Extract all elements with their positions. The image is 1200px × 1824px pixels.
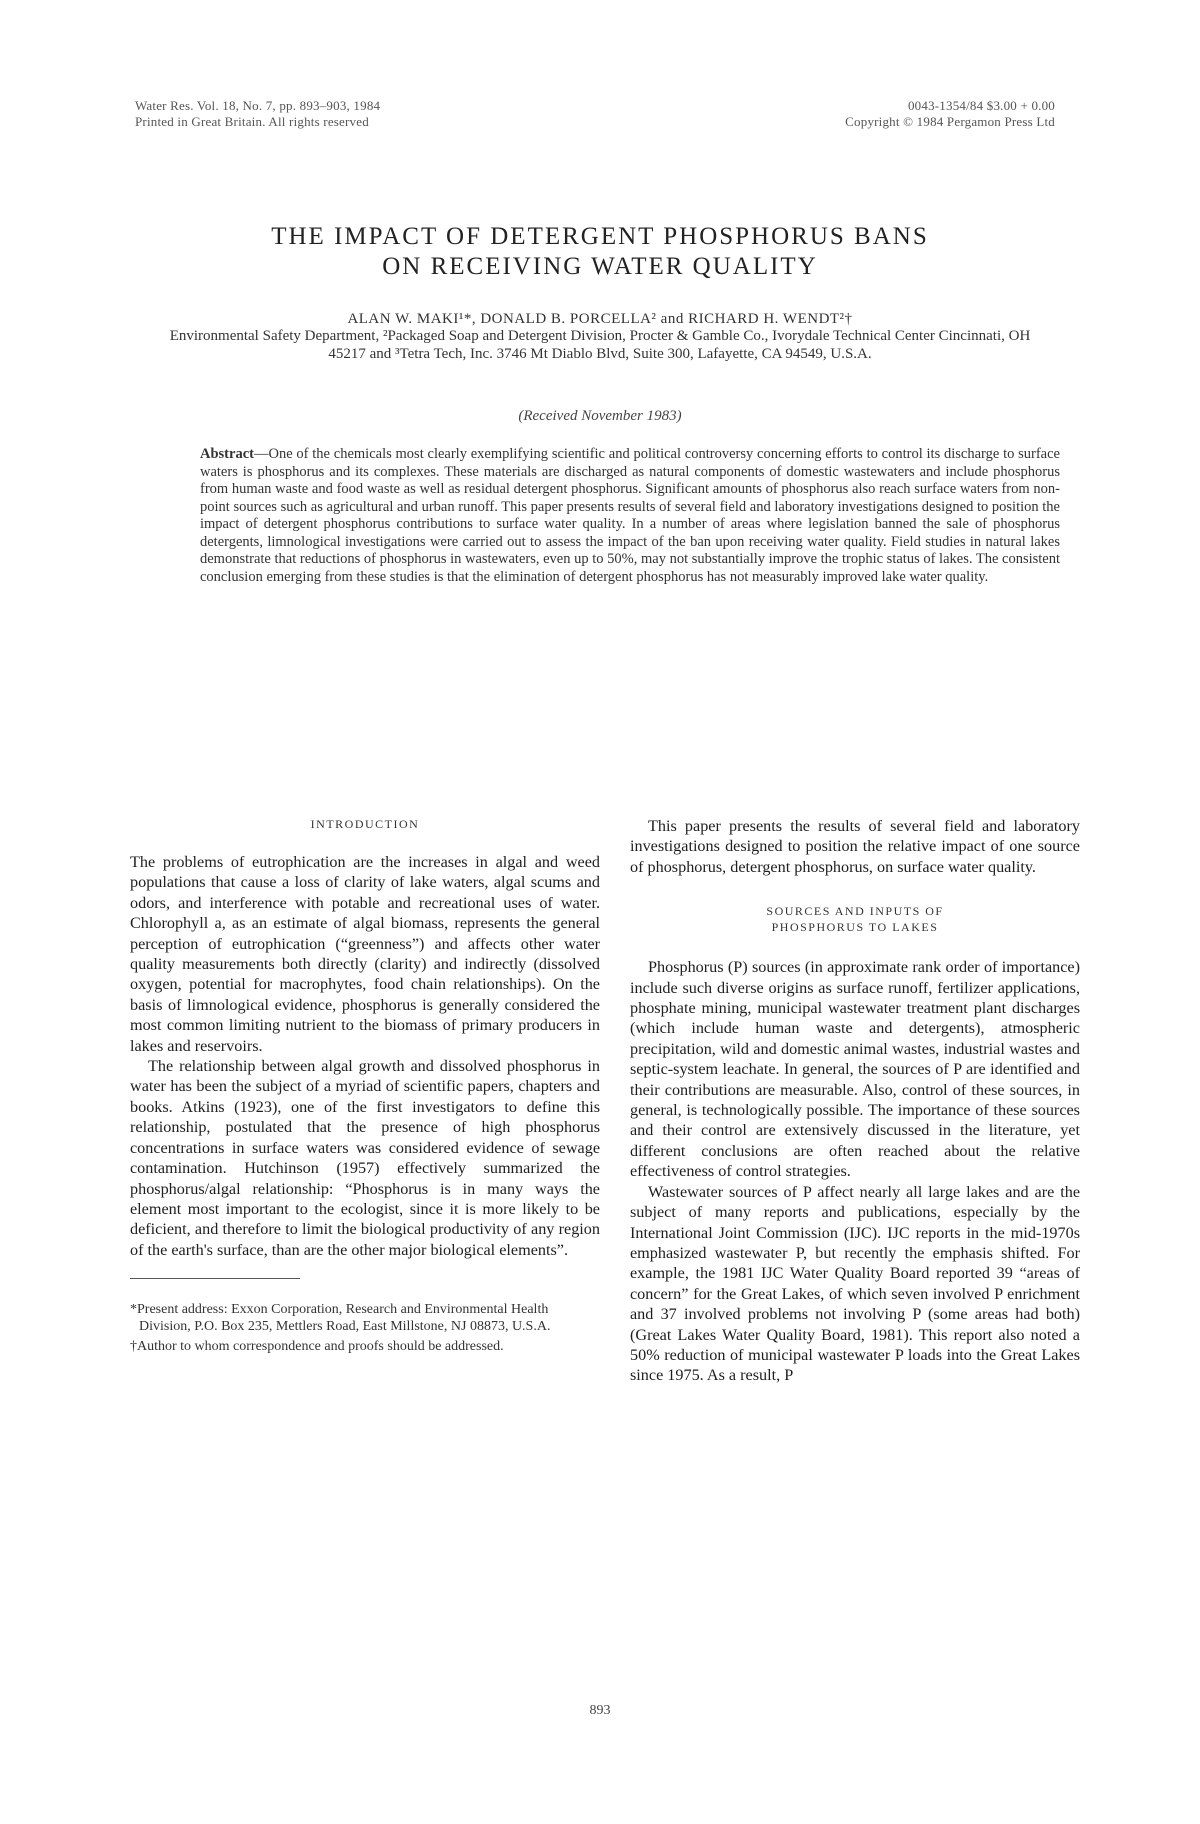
citation-line-2: Printed in Great Britain. All rights reserved (135, 114, 369, 129)
section-heading-line-1: SOURCES AND INPUTS OF (766, 904, 944, 919)
intro-paragraph-1: The problems of eutrophication are the increases in algal and weed populations that cause a loss of clarity of lake waters, algal scums and odors, and interference with potable and recreational uses of water. Chlorophyll a, as an estimate of algal biomass, represents the general perception of eutrophication (“greenness”) and affects other water quality measurements both directly (clarity) and indirectly (dissolved oxygen, potential for macrophytes, food chain relationships). On the basis of limnological evidence, phosphorus is generally considered the most common limiting nutrient to the biomass of primary producers in lakes and reservoirs. (130, 853, 600, 1055)
copyright-line: Copyright © 1984 Pergamon Press Ltd (845, 114, 1055, 129)
received-date: (Received November 1983) (518, 408, 682, 424)
right-column (630, 816, 1080, 1386)
section-heading-line-2: PHOSPHORUS TO LAKES (771, 920, 939, 935)
sources-paragraph-1: Phosphorus (P) sources (in approximate rank order of importance) include such diverse origins as surface runoff, fertilizer applications, phosphate mining, municipal wastewater treatment plant discharges (which include human waste and detergents), atmospheric precipitation, wild and domestic animal wastes, industrial wastes and septic-system leachate. In general, the sources of P are identified and their contributions are measurable. Also, control of these sources, in general, is technologically possible. The importance of these sources and their control are extensively discussed in the literature, yet different conclusions are often reached about the relative effectiveness of control strategies. (630, 958, 1080, 1181)
page-number: 893 (589, 1703, 611, 1718)
author-affiliations: Environmental Safety Department, ²Packaged Soap and Detergent Division, Procter & Gamble Co., Ivorydale Technical Center Cincinnati, OH 45217 and ³Tetra Tech, Inc. 3746 Mt Diablo Blvd, Suite 300, Lafayette, CA 94549, U.S.A. (169, 328, 1031, 362)
footnote-divider (130, 1278, 300, 1279)
issn-line: 0043-1354/84 $3.00 + 0.00 (907, 98, 1055, 113)
intro-paragraph-3: This paper presents the results of several field and laboratory investigations designed to position the relative impact of one source of phosphorus, detergent phosphorus, on surface water quality. (630, 817, 1080, 876)
citation-line-1: Water Res. Vol. 18, No. 7, pp. 893–903, 1984 (135, 98, 381, 113)
abstract (200, 446, 1060, 586)
section-heading-introduction: INTRODUCTION (310, 817, 420, 831)
intro-paragraph-2: The relationship between algal growth and dissolved phosphorus in water has been the subject of a myriad of scientific papers, chapters and books. Atkins (1923), one of the first investigators to define this relationship, postulated that the presence of high phosphorus concentrations in surface waters was considered evidence of sewage contamination. Hutchinson (1957) effectively summarized the phosphorus/algal relationship: “Phosphorus is in many ways the element most important to the ecologist, since it is more likely to be deficient, and therefore to limit the biological productivity of any region of the earth's surface, than are the other major biological elements”. (130, 1057, 600, 1259)
section-heading-sources (630, 903, 1080, 935)
left-column (130, 816, 600, 1358)
title-line-1: THE IMPACT OF DETERGENT PHOSPHORUS BANS (271, 223, 929, 250)
footnote-present-address: *Present address: Exxon Corporation, Research and Environmental Health Division, P.O. Box 235, Mettlers Road, East Millstone, NJ 08873, U.S.A. (130, 1302, 551, 1335)
abstract-label: Abstract (200, 446, 254, 462)
abstract-text: —One of the chemicals most clearly exemplifying scientific and political controversy concerning efforts to control its discharge to surface waters is phosphorus and its complexes. These materials are discharged as natural components of domestic wastewaters and include phosphorus from human waste and food waste as well as residual detergent phosphorus. Significant amounts of phosphorus also reach surface waters from non-point sources such as agricultural and urban runoff. This paper presents results of several field and laboratory investigations designed to position the impact of detergent phosphorus contributions to surface water quality. In a number of areas where legislation banned the sale of phosphorus detergents, limnological investigations were carried out to assess the impact of the ban upon receiving water quality. Field studies in natural lakes demonstrate that reductions of phosphorus in wastewaters, even up to 50%, may not substantially improve the trophic status of lakes. The consistent conclusion emerging from these studies is that the elimination of detergent phosphorus has not measurably improved lake water quality. (200, 446, 1060, 585)
author-list: ALAN W. MAKI¹*, DONALD B. PORCELLA² and RICHARD H. WENDT²† (347, 311, 853, 327)
footnote-correspondence: †Author to whom correspondence and proofs should be addressed. (130, 1339, 504, 1355)
title-line-2: ON RECEIVING WATER QUALITY (382, 253, 818, 280)
journal-citation (135, 98, 380, 130)
copyright-block (845, 98, 1055, 130)
paper-title (0, 222, 1200, 282)
footnotes (130, 1301, 600, 1355)
sources-paragraph-2: Wastewater sources of P affect nearly all large lakes and are the subject of many reports and publications, especially by the International Joint Commission (IJC). IJC reports in the mid-1970s emphasized wastewater P, but recently the emphasis shifted. For example, the 1981 IJC Water Quality Board reported 39 “areas of concern” for the Great Lakes, of which seven involved P enrichment and 37 involved problems not involving P (some areas had both) (Great Lakes Water Quality Board, 1981). This report also noted a 50% reduction of municipal wastewater P loads into the Great Lakes since 1975. As a result, P (630, 1182, 1080, 1385)
